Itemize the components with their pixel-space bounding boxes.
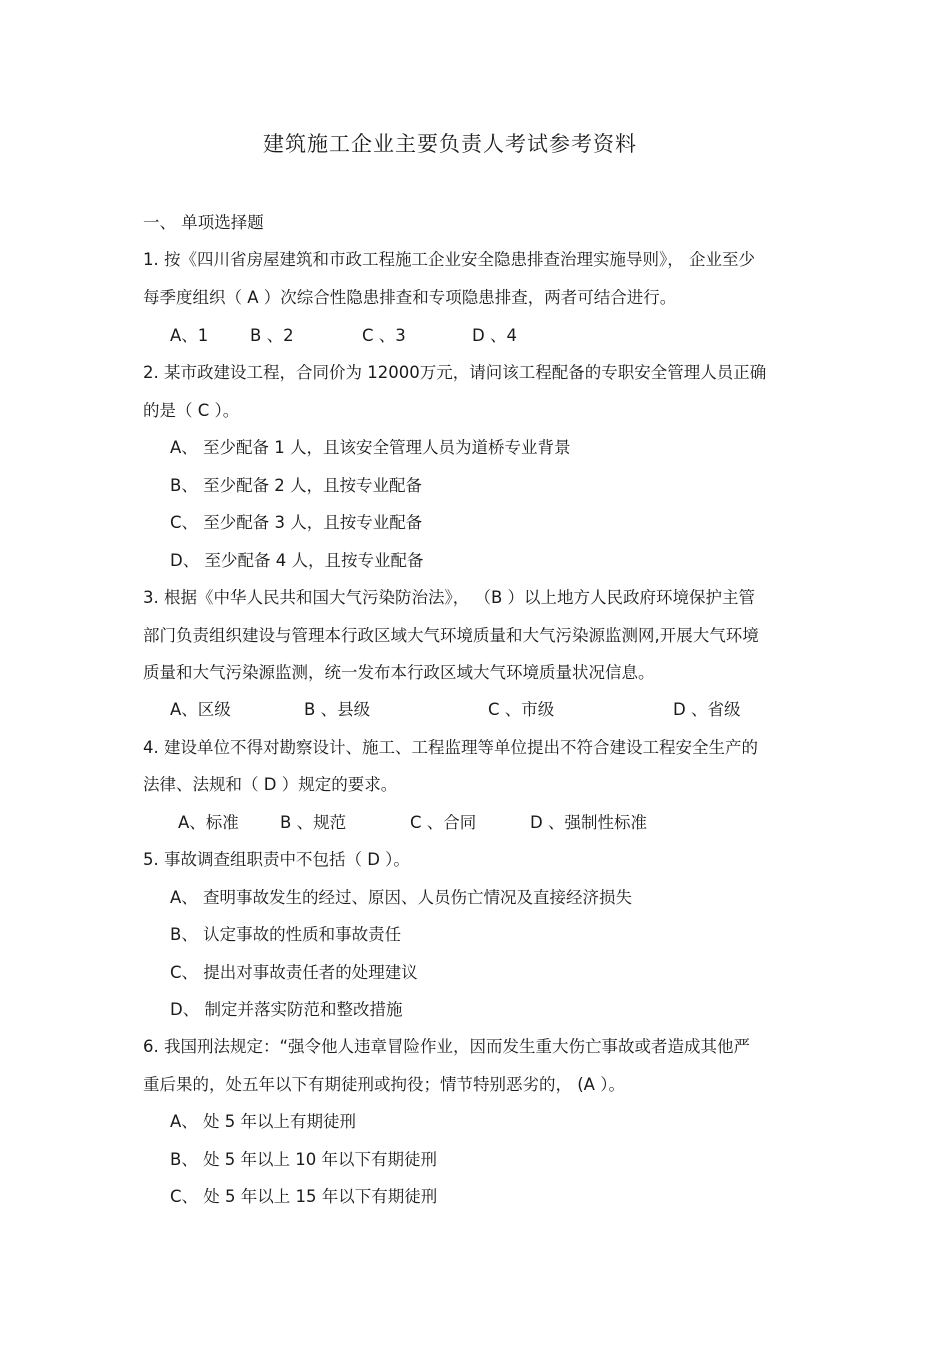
option-a: A、标准 bbox=[178, 813, 239, 832]
option-b: B 、规范 bbox=[280, 813, 347, 832]
option-c: C 、3 bbox=[362, 326, 406, 345]
option-d: D 、4 bbox=[472, 326, 517, 345]
option-a: A、1 bbox=[170, 326, 209, 345]
question-6-line-1: 6. 我国刑法规定：“强令他人违章冒险作业，因而发生重大伤亡事故或者造成其他严 bbox=[143, 1037, 751, 1056]
question-2-line-2: 的是（ C ）。 bbox=[143, 401, 240, 420]
question-6-option-a: A、 处 5 年以上有期徒刑 bbox=[170, 1112, 357, 1131]
option-c: C 、合同 bbox=[410, 813, 477, 832]
option-b: B 、县级 bbox=[304, 700, 371, 719]
question-2-option-d: D、 至少配备 4 人，且按专业配备 bbox=[170, 551, 424, 570]
question-3-line-1: 3. 根据《中华人民共和国大气污染防治法》， （B ）以上地方人民政府环境保护主管 bbox=[143, 588, 756, 607]
question-2-option-b: B、 至少配备 2 人，且按专业配备 bbox=[170, 476, 423, 495]
question-1-line-2: 每季度组织（ A ）次综合性隐患排查和专项隐患排查，两者可结合进行。 bbox=[143, 288, 677, 307]
question-6-option-c: C、 处 5 年以上 15 年以下有期徒刑 bbox=[170, 1187, 438, 1206]
option-a: A、区级 bbox=[170, 700, 231, 719]
question-6-option-b: B、 处 5 年以上 10 年以下有期徒刑 bbox=[170, 1150, 438, 1169]
document-title: 建筑施工企业主要负责人考试参考资料 bbox=[263, 132, 637, 156]
question-3-line-2: 部门负责组织建设与管理本行政区域大气环境质量和大气污染源监测网,开展大气环境 bbox=[143, 626, 759, 645]
question-1-line-1: 1. 按《四川省房屋建筑和市政工程施工企业安全隐患排查治理实施导则》， 企业至少 bbox=[143, 250, 755, 269]
question-5-line-1: 5. 事故调查组职责中不包括（ D ）。 bbox=[143, 850, 410, 869]
question-5-option-b: B、 认定事故的性质和事故责任 bbox=[170, 925, 402, 944]
question-2-option-c: C、 至少配备 3 人，且按专业配备 bbox=[170, 513, 423, 532]
question-2-line-1: 2. 某市政建设工程，合同价为 12000万元，请问该工程配备的专职安全管理人员正确 bbox=[143, 363, 767, 382]
question-5-option-d: D、 制定并落实防范和整改措施 bbox=[170, 1000, 403, 1019]
question-4-line-2: 法律、法规和（ D ）规定的要求。 bbox=[143, 775, 398, 794]
option-d: D 、强制性标准 bbox=[530, 813, 647, 832]
option-d: D 、省级 bbox=[673, 700, 741, 719]
question-6-line-2: 重后果的，处五年以下有期徒刑或拘役；情节特别恶劣的， (A ）。 bbox=[143, 1075, 625, 1094]
section-heading: 一、 单项选择题 bbox=[143, 213, 264, 232]
option-c: C 、市级 bbox=[488, 700, 555, 719]
question-5-option-a: A、 查明事故发生的经过、原因、人员伤亡情况及直接经济损失 bbox=[170, 888, 633, 907]
question-4-line-1: 4. 建设单位不得对勘察设计、施工、工程监理等单位提出不符合建设工程安全生产的 bbox=[143, 738, 758, 757]
question-2-option-a: A、 至少配备 1 人，且该安全管理人员为道桥专业背景 bbox=[170, 438, 571, 457]
question-5-option-c: C、 提出对事故责任者的处理建议 bbox=[170, 963, 418, 982]
option-b: B 、2 bbox=[250, 326, 294, 345]
question-3-line-3: 质量和大气污染源监测，统一发布本行政区域大气环境质量状况信息。 bbox=[143, 663, 655, 682]
